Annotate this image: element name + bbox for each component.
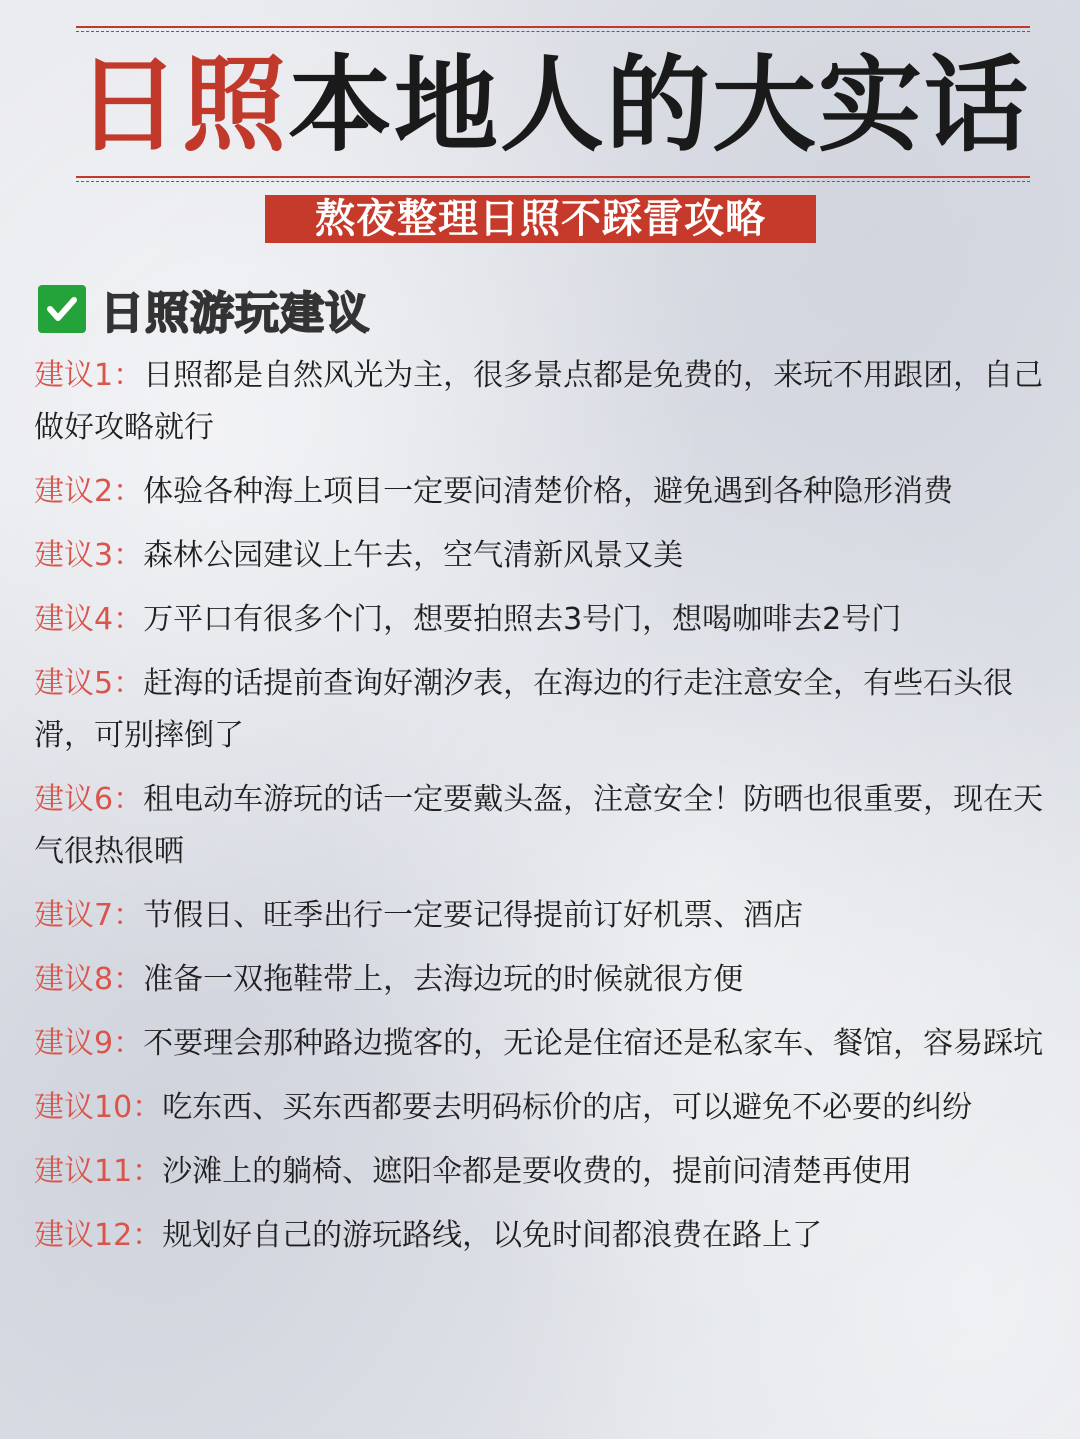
tip-label: 建议11：	[34, 1154, 163, 1189]
tip-label: 建议10：	[34, 1090, 163, 1125]
tip-text: 森林公园建议上午去，空气清新风景又美	[143, 538, 684, 573]
tip-text: 节假日、旺季出行一定要记得提前订好机票、酒店	[143, 898, 804, 933]
header-bottom-rule	[76, 176, 1030, 182]
list-item	[34, 954, 1060, 1006]
tip-text: 赶海的话提前查询好潮汐表，在海边的行走注意安全，有些石头很滑，可别摔倒了	[34, 666, 1014, 753]
tip-text: 沙滩上的躺椅、遮阳伞都是要收费的，提前问清楚再使用	[162, 1154, 913, 1189]
tip-text: 准备一双拖鞋带上，去海边玩的时候就很方便	[143, 962, 744, 997]
tip-label: 建议7：	[34, 898, 144, 933]
title-highlight: 日照	[76, 44, 289, 166]
tips-list	[34, 350, 1060, 1274]
list-item	[34, 350, 1060, 454]
list-item	[34, 1082, 1060, 1134]
list-item	[34, 466, 1060, 518]
list-item	[34, 774, 1060, 878]
page-title	[76, 40, 1036, 170]
tip-label: 建议2：	[34, 474, 144, 509]
list-item	[34, 658, 1060, 762]
tip-label: 建议5：	[34, 666, 144, 701]
list-item	[34, 890, 1060, 942]
tip-text: 万平口有很多个门，想要拍照去3号门，想喝咖啡去2号门	[143, 602, 902, 637]
list-item	[34, 530, 1060, 582]
tip-label: 建议6：	[34, 782, 144, 817]
tip-label: 建议3：	[34, 538, 144, 573]
list-item	[34, 1210, 1060, 1262]
header-top-rule	[76, 26, 1030, 32]
tip-label: 建议12：	[34, 1218, 163, 1253]
tip-text: 租电动车游玩的话一定要戴头盔，注意安全！防晒也很重要，现在天气很热很晒	[34, 782, 1044, 869]
tip-text: 吃东西、买东西都要去明码标价的店，可以避免不必要的纠纷	[162, 1090, 973, 1125]
title-main: 本地人的大实话	[288, 44, 1031, 166]
tip-label: 建议9：	[34, 1026, 144, 1061]
tip-text: 不要理会那种路边揽客的，无论是住宿还是私家车、餐馆，容易踩坑	[143, 1026, 1044, 1061]
list-item	[34, 594, 1060, 646]
tip-label: 建议8：	[34, 962, 144, 997]
tip-label: 建议1：	[34, 358, 144, 393]
section-title: 日照游玩建议	[100, 288, 370, 339]
tip-text: 规划好自己的游玩路线，以免时间都浪费在路上了	[162, 1218, 823, 1253]
section-header	[38, 282, 370, 339]
tip-label: 建议4：	[34, 602, 144, 637]
subtitle-banner: 熬夜整理日照不踩雷攻略	[265, 195, 816, 243]
tip-text: 日照都是自然风光为主，很多景点都是免费的，来玩不用跟团，自己做好攻略就行	[34, 358, 1044, 445]
list-item	[34, 1018, 1060, 1070]
list-item	[34, 1146, 1060, 1198]
check-mark-icon	[38, 285, 86, 333]
tip-text: 体验各种海上项目一定要问清楚价格，避免遇到各种隐形消费	[143, 474, 954, 509]
